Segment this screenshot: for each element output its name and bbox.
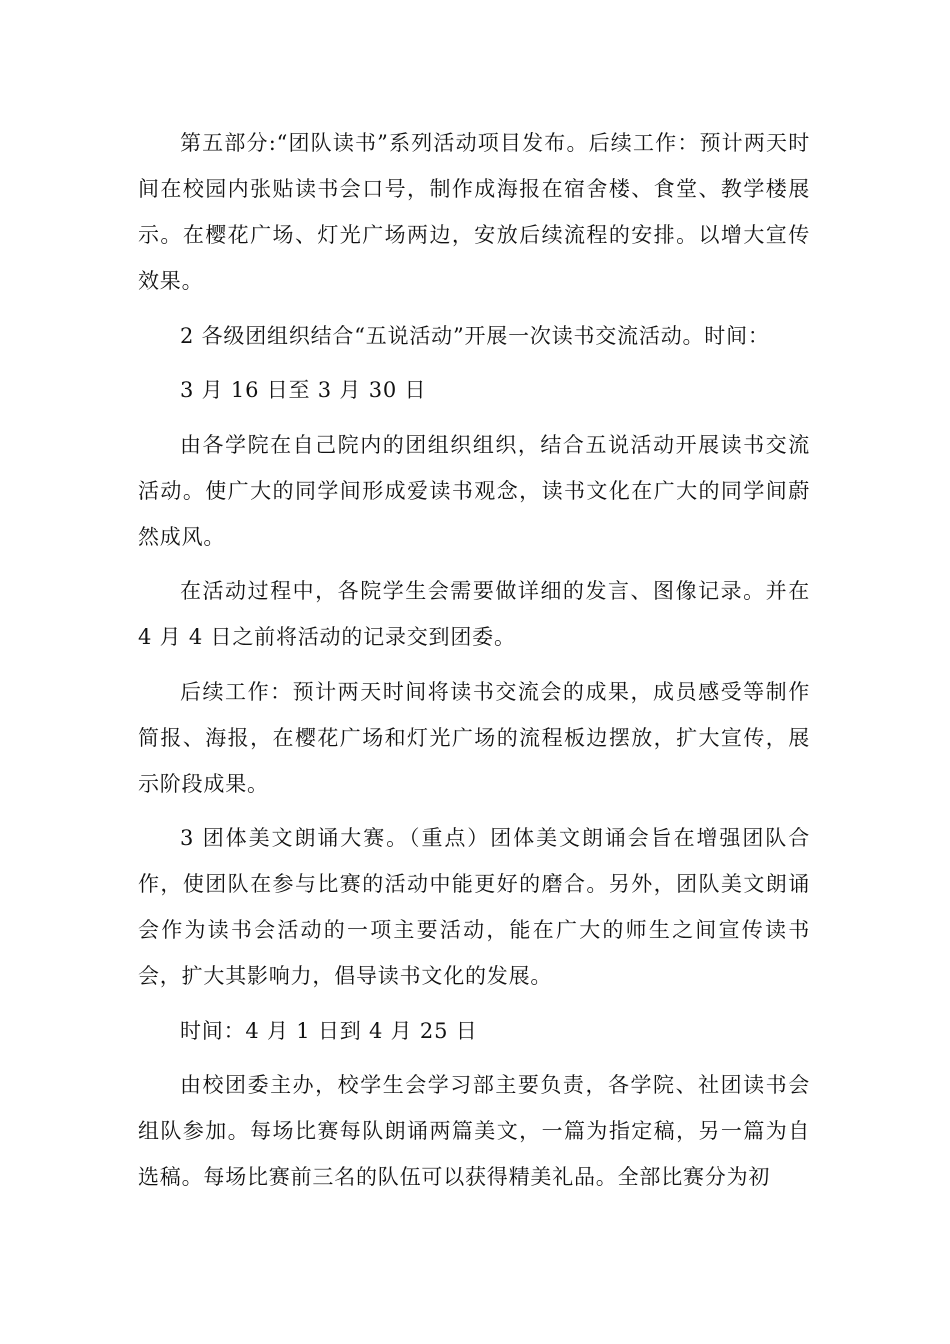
paragraph-activity-records: 在活动过程中，各院学生会需要做详细的发言、图像记录。并在 4 月 4 日之前将活动的记录交到团委。	[138, 579, 810, 649]
paragraph-part-five: 第五部分:“团队读书”系列活动项目发布。后续工作：预计两天时间在校园内张贴读书会口号，制作成海报在宿舍楼、食堂、教学楼展示。在樱花广场、灯光广场两边，安放后续流程的安排。以增大宣传效果。	[138, 131, 810, 293]
paragraph-reading-exchange-dates: 3 月 16 日至 3 月 30 日	[180, 378, 427, 402]
paragraph-reading-exchange-heading: 2 各级团组织结合“五说活动”开展一次读书交流活动。时间：	[180, 323, 770, 348]
paragraph-recitation-dates: 时间：4 月 1 日到 4 月 25 日	[180, 1018, 478, 1043]
paragraph-recitation-contest: 3 团体美文朗诵大赛。（重点）团体美文朗诵会旨在增强团队合作，使团队在参与比赛的活动中能更好的磨合。另外，团队美文朗诵会作为读书会活动的一项主要活动，能在广大的师生之间宣传读书会，扩大其影响力，倡导读书文化的发展。	[138, 826, 810, 988]
paragraph-reading-exchange-organizer: 由各学院在自己院内的团组织组织，结合五说活动开展读书交流活动。使广大的同学间形成爱读书观念，读书文化在广大的同学间蔚然成风。	[138, 432, 810, 549]
document-body	[138, 120, 810, 1209]
paragraph-follow-up-work: 后续工作：预计两天时间将读书交流会的成果，成员感受等制作简报、海报，在樱花广场和灯光广场的流程板边摆放，扩大宣传，展示阶段成果。	[138, 679, 810, 796]
paragraph-recitation-organizer: 由校团委主办，校学生会学习部主要负责，各学院、社团读书会组队参加。每场比赛每队朗诵两篇美文，一篇为指定稿，另一篇为自选稿。每场比赛前三名的队伍可以获得精美礼品。全部比赛分为初	[138, 1073, 810, 1189]
